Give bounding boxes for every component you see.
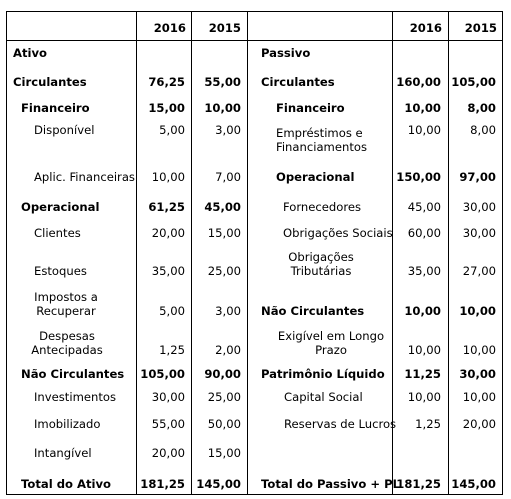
ativo-row-2015: 25,00 [207, 390, 241, 404]
ativo-row-label: Aplic. Financeiras [34, 170, 135, 184]
passivo-row-label: Financeiro [276, 101, 345, 115]
passivo-row-2016: 45,00 [407, 200, 441, 214]
ativo-row-2016: 5,00 [159, 123, 185, 137]
ativo-row-label: Operacional [21, 200, 100, 214]
ativo-row-2015: 90,00 [204, 367, 241, 381]
passivo-row-2015: 30,00 [459, 367, 496, 381]
ativo-row-2016: 76,25 [148, 75, 185, 89]
passivo-row-2015: 30,00 [462, 226, 496, 240]
ativo-row-label: Despesas Antecipadas [31, 329, 103, 357]
header-rule [6, 40, 503, 41]
ativo-row-label: Clientes [34, 226, 81, 240]
ativo-row-2015: 25,00 [207, 264, 241, 278]
passivo-heading: Passivo [261, 46, 311, 60]
passivo-row-label: Operacional [276, 170, 355, 184]
passivo-row-2015: 30,00 [462, 200, 496, 214]
passivo-total-2015: 145,00 [451, 477, 496, 491]
passivo-row-2016: 10,00 [407, 123, 441, 137]
ativo-row-2016: 20,00 [151, 226, 185, 240]
header-year-2015: 2015 [464, 21, 497, 35]
passivo-row-label: Patrimônio Líquido [261, 367, 385, 381]
ativo-row-label: Impostos a Recuperar [34, 290, 98, 318]
ativo-heading: Ativo [13, 46, 48, 60]
ativo-row-label: Investimentos [34, 390, 117, 404]
passivo-row-label: Exigível em Longo Prazo [277, 329, 385, 357]
top-rule [6, 11, 503, 12]
ativo-row-2015: 50,00 [207, 417, 241, 431]
ativo-row-label: Intangível [34, 446, 92, 460]
passivo-row-2016: 35,00 [407, 264, 441, 278]
ativo-row-2015: 55,00 [204, 75, 241, 89]
col-rule [247, 11, 248, 495]
passivo-row-2016: 60,00 [407, 226, 441, 240]
ativo-row-2016: 35,00 [151, 264, 185, 278]
ativo-row-2015: 10,00 [204, 101, 241, 115]
passivo-row-2015: 10,00 [462, 343, 496, 357]
passivo-row-2015: 27,00 [462, 264, 496, 278]
header-year-2015: 2015 [208, 21, 241, 35]
ativo-row-2016: 20,00 [151, 446, 185, 460]
ativo-row-2015: 2,00 [215, 343, 241, 357]
ativo-row-label: Financeiro [21, 101, 90, 115]
ativo-row-2015: 45,00 [204, 200, 241, 214]
passivo-row-label: Fornecedores [283, 200, 362, 214]
passivo-row-label: Obrigações Sociais [283, 226, 393, 240]
passivo-row-2016: 10,00 [407, 390, 441, 404]
ativo-row-label: Imobilizado [34, 417, 101, 431]
ativo-row-2016: 5,00 [159, 304, 185, 318]
ativo-row-2016: 55,00 [151, 417, 185, 431]
ativo-row-label: Circulantes [13, 75, 87, 89]
passivo-row-2015: 10,00 [459, 304, 496, 318]
ativo-row-label: Disponível [34, 123, 95, 137]
passivo-row-2015: 8,00 [467, 101, 496, 115]
ativo-row-2015: 3,00 [215, 123, 241, 137]
passivo-row-2015: 97,00 [459, 170, 496, 184]
passivo-row-label: Empréstimos e Financiamentos [276, 126, 368, 154]
ativo-row-2016: 61,25 [148, 200, 185, 214]
ativo-row-2015: 15,00 [207, 446, 241, 460]
ativo-row-2016: 30,00 [151, 390, 185, 404]
ativo-total-label: Total do Ativo [21, 477, 112, 491]
passivo-row-2015: 20,00 [462, 417, 496, 431]
passivo-row-2016: 10,00 [404, 101, 441, 115]
ativo-total-2015: 145,00 [196, 477, 241, 491]
header-year-2016: 2016 [153, 21, 186, 35]
ativo-row-label: Não Circulantes [21, 367, 125, 381]
ativo-row-2015: 15,00 [207, 226, 241, 240]
passivo-row-2015: 10,00 [462, 390, 496, 404]
ativo-row-2016: 15,00 [148, 101, 185, 115]
passivo-total-2016: 181,25 [396, 477, 441, 491]
passivo-row-2015: 8,00 [470, 123, 496, 137]
passivo-row-2016: 1,25 [415, 417, 441, 431]
ativo-row-2016: 1,25 [159, 343, 185, 357]
ativo-row-label: Estoques [34, 264, 87, 278]
header-year-2016: 2016 [409, 21, 442, 35]
passivo-row-2016: 10,00 [404, 304, 441, 318]
ativo-total-2016: 181,25 [140, 477, 185, 491]
passivo-row-2016: 10,00 [407, 343, 441, 357]
passivo-row-label: Reservas de Lucros [284, 417, 397, 431]
passivo-row-label: Não Circulantes [261, 304, 365, 318]
passivo-row-2016: 150,00 [396, 170, 441, 184]
passivo-row-label: Circulantes [261, 75, 335, 89]
ativo-row-2015: 7,00 [215, 170, 241, 184]
passivo-row-2015: 105,00 [451, 75, 496, 89]
ativo-row-2016: 105,00 [140, 367, 185, 381]
ativo-row-2015: 3,00 [215, 304, 241, 318]
passivo-row-2016: 11,25 [404, 367, 441, 381]
ativo-row-2016: 10,00 [151, 170, 185, 184]
passivo-row-label: Capital Social [284, 390, 363, 404]
bottom-rule [6, 494, 503, 495]
passivo-row-label: Obrigações Tributárias [288, 250, 354, 278]
passivo-total-label: Total do Passivo + PL [261, 477, 400, 491]
passivo-row-2016: 160,00 [396, 75, 441, 89]
